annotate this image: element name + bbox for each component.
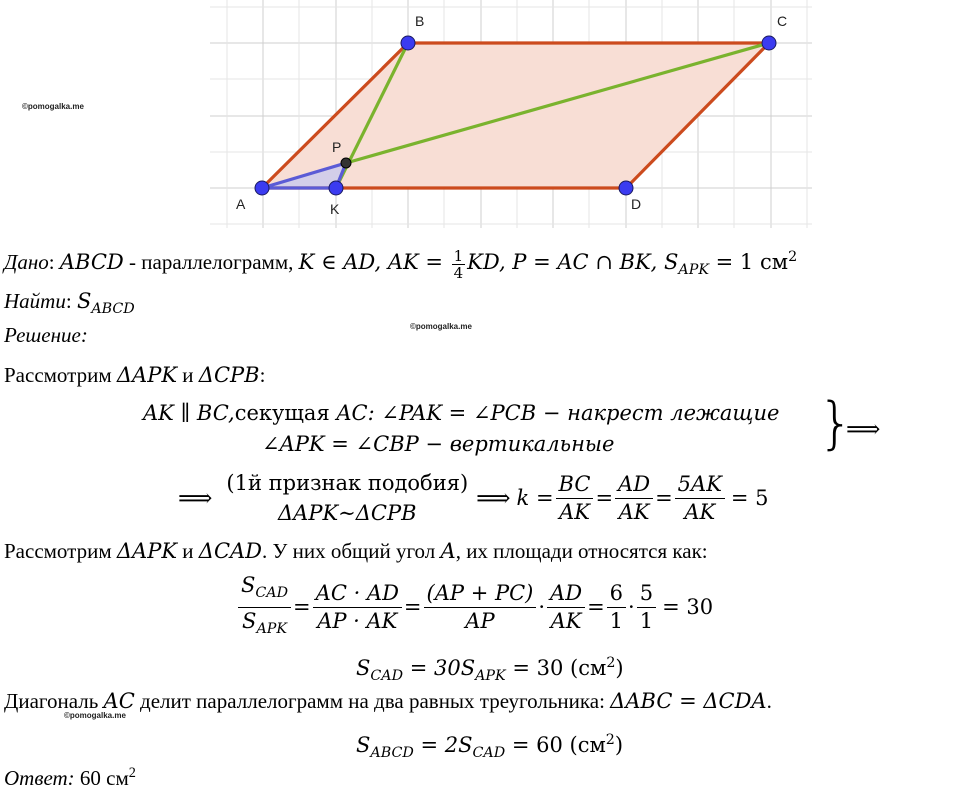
given-line: Дано: ABCD - параллелограмм, K ∈ AD, AK = $\frac{1}{4}$ KD, P = AC ∩ BK, $S_{APK} = 1$ $см^2$ xyxy=(4,246,798,282)
geometry-figure xyxy=(0,0,960,232)
sabcd-line: $S_{ABCD} = 2S_{CAD} = 60$ $(см^2)$ xyxy=(356,732,624,761)
point-d xyxy=(619,181,633,195)
given-desc: - параллелограмм, xyxy=(123,249,299,274)
brace-line-1: AK ∥ BC,секущая AC: ∠PAK = ∠PCB − накрест лежащие xyxy=(143,401,780,425)
answer-label: Ответ: xyxy=(4,765,75,790)
watermark: ©pomogalka.me xyxy=(22,102,84,111)
given-abcd: ABCD xyxy=(59,249,124,274)
label-a: A xyxy=(236,196,246,212)
label-d: D xyxy=(631,196,642,212)
label-p: P xyxy=(332,139,342,155)
similarity-line: ⟹ (1й признак подобия) ΔAPK∼ΔCPB ⟹ k = $\frac{BC}{AK}$ = $\frac{AD}{AK}$ = $\frac{5AK}{AK}$ = 5 xyxy=(178,471,769,525)
fraction-ac-ad: $\frac{AC \cdot AD}{AP \cdot AK}$ xyxy=(313,580,402,635)
fraction-bc-ak: $\frac{BC}{AK}$ xyxy=(556,471,594,526)
diagonal-line: Диагональ AC делит параллелограмм на два равных треугольника: ΔABC = ΔCDA. xyxy=(4,689,772,713)
fraction-5-1: $\frac{5}{1}$ xyxy=(637,580,656,635)
find-label: Найти xyxy=(4,289,66,313)
label-b: B xyxy=(415,13,425,29)
point-k xyxy=(329,181,343,195)
right-brace: } xyxy=(818,391,854,456)
brace-line-2: ∠APK = ∠CBP − вертикальные xyxy=(262,432,615,456)
given-k-in: K ∈ AD, AK = xyxy=(298,249,450,274)
consider-line-1: Рассмотрим ΔAPK и ΔCPB: xyxy=(4,363,266,387)
fraction-one-quarter: $\frac{1}{4}$ xyxy=(453,246,464,282)
fraction-5ak-ak: $\frac{5AK}{AK}$ xyxy=(675,471,725,526)
label-c: C xyxy=(777,13,788,29)
point-c xyxy=(762,36,776,50)
point-a xyxy=(255,181,269,195)
point-b xyxy=(401,36,415,50)
find-line: Найти: $S_{ABCD}$ xyxy=(4,289,135,317)
answer-line: Ответ: 60 $см^2$ xyxy=(4,765,136,790)
watermark: ©pomogalka.me xyxy=(64,711,126,720)
label-k: K xyxy=(330,201,340,217)
fraction-ad-ak: $\frac{AD}{AK}$ xyxy=(615,471,653,526)
point-p xyxy=(341,158,351,168)
solution-label: Решение: xyxy=(4,323,88,347)
scad-line: $S_{CAD} = 30S_{APK} = 30$ $(см^2)$ xyxy=(356,655,624,684)
fraction-ad-ak-2: $\frac{AD}{AK}$ xyxy=(547,580,585,635)
fraction-6-1: $\frac{6}{1}$ xyxy=(607,580,626,635)
consider-line-2: Рассмотрим ΔAPK и ΔCAD. У них общий угол A, их площади относятся как: xyxy=(4,539,708,563)
fraction-scad-sapk: $\frac{S_{CAD}}{S_{APK}}$ xyxy=(238,572,291,643)
watermark: ©pomogalka.me xyxy=(410,322,472,331)
implies-arrow: ⟹ xyxy=(846,415,881,443)
ratio-line: $\frac{S_{CAD}}{S_{APK}}$ = $\frac{AC \cdot AD}{AP \cdot AK}$ = $\frac{(AP + PC)}{AP}$ · $\frac{AD}{AK}$ = $\frac{6}{1}$ · $\frac{5}{1}$ = 30 xyxy=(236,574,713,640)
given-kd: KD, P = AC ∩ BK, S xyxy=(467,249,679,274)
given-label: Дано xyxy=(4,249,49,274)
fraction-ap-pc: $\frac{(AP + PC)}{AP}$ xyxy=(424,580,537,635)
